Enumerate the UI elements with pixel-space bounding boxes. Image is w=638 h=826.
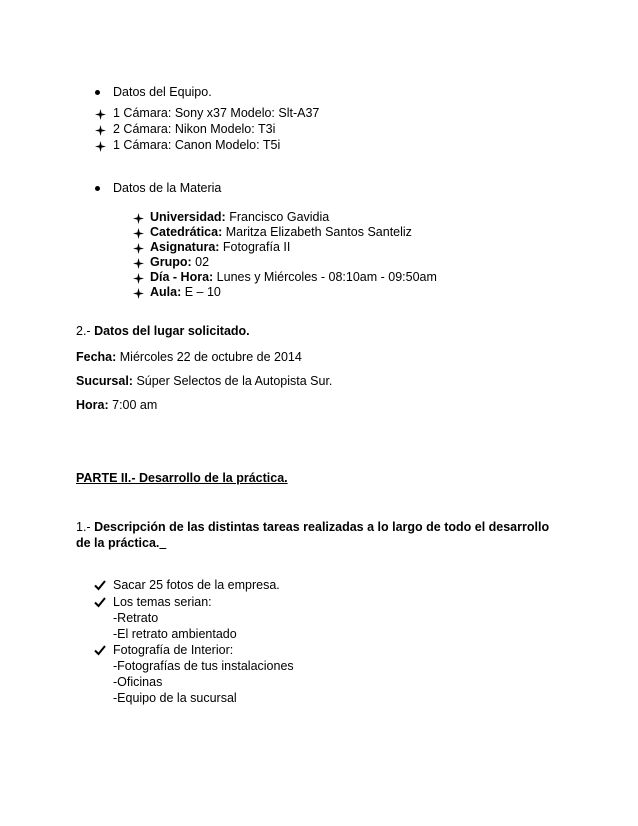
materia-item	[150, 270, 437, 285]
materia-value: Francisco Gavidia	[225, 210, 330, 224]
checkmark-icon	[94, 579, 106, 591]
materia-value: Lunes y Miércoles - 08:10am - 09:50am	[213, 270, 437, 284]
materia-label: Día - Hora:	[150, 270, 214, 284]
diamond-bullet-icon	[95, 109, 106, 120]
materia-value: E – 10	[181, 285, 221, 299]
diamond-bullet-icon	[133, 258, 144, 269]
materia-heading: Datos de la Materia	[113, 181, 222, 195]
equipo-item: 2 Cámara: Nikon Modelo: T3i	[113, 122, 276, 136]
materia-value: Maritza Elizabeth Santos Santeliz	[222, 225, 412, 239]
hora-line	[76, 398, 157, 413]
descripcion-number: 1.-	[76, 520, 95, 534]
diamond-bullet-icon	[95, 125, 106, 136]
fecha-value: Miércoles 22 de octubre de 2014	[116, 350, 302, 364]
diamond-bullet-icon	[133, 273, 144, 284]
materia-item	[150, 210, 329, 225]
diamond-bullet-icon	[95, 141, 106, 152]
materia-label: Universidad:	[150, 210, 226, 224]
bullet-dot	[95, 186, 100, 191]
equipo-heading: Datos del Equipo.	[113, 85, 212, 99]
tarea-subitem: -Retrato	[113, 611, 159, 625]
parte2-heading	[76, 471, 288, 486]
parte2-heading-text: PARTE II.- Desarrollo de la práctica.	[76, 471, 288, 485]
diamond-bullet-icon	[133, 213, 144, 224]
tarea-subitem: -Fotografías de tus instalaciones	[113, 659, 294, 673]
tarea-subitem: -Oficinas	[113, 675, 163, 689]
materia-value: 02	[191, 255, 210, 269]
materia-label: Asignatura:	[150, 240, 220, 254]
diamond-bullet-icon	[133, 288, 144, 299]
descripcion-line2	[76, 536, 166, 551]
sucursal-line	[76, 374, 332, 389]
materia-item	[150, 240, 290, 255]
sucursal-label: Sucursal:	[76, 374, 133, 388]
sucursal-value: Súper Selectos de la Autopista Sur.	[132, 374, 333, 388]
materia-item	[150, 255, 209, 270]
fecha-label: Fecha:	[76, 350, 117, 364]
lugar-number: 2.-	[76, 324, 95, 338]
hora-value: 7:00 am	[108, 398, 158, 412]
tarea-subitem: -Equipo de la sucursal	[113, 691, 237, 705]
lugar-heading-text: Datos del lugar solicitado.	[94, 324, 250, 338]
descripcion-line1	[76, 520, 549, 535]
materia-label: Catedrática:	[150, 225, 223, 239]
materia-value: Fotografía II	[219, 240, 291, 254]
hora-label: Hora:	[76, 398, 109, 412]
tarea-item: Fotografía de Interior:	[113, 643, 234, 657]
lugar-heading	[76, 324, 250, 339]
materia-label: Aula:	[150, 285, 182, 299]
materia-item	[150, 285, 221, 300]
bullet-dot	[95, 90, 100, 95]
checkmark-icon	[94, 596, 106, 608]
tarea-subitem: -El retrato ambientado	[113, 627, 237, 641]
equipo-item: 1 Cámara: Sony x37 Modelo: Slt-A37	[113, 106, 320, 120]
equipo-item: 1 Cámara: Canon Modelo: T5i	[113, 138, 281, 152]
descripcion-text: Descripción de las distintas tareas realizadas a lo largo de todo el desarrollo	[94, 520, 550, 534]
materia-label: Grupo:	[150, 255, 192, 269]
diamond-bullet-icon	[133, 228, 144, 239]
descripcion-text: de la práctica.	[76, 536, 160, 550]
materia-item	[150, 225, 412, 240]
fecha-line	[76, 350, 302, 365]
diamond-bullet-icon	[133, 243, 144, 254]
checkmark-icon	[94, 644, 106, 656]
tarea-item: Sacar 25 fotos de la empresa.	[113, 578, 280, 592]
tarea-item: Los temas serian:	[113, 595, 212, 609]
